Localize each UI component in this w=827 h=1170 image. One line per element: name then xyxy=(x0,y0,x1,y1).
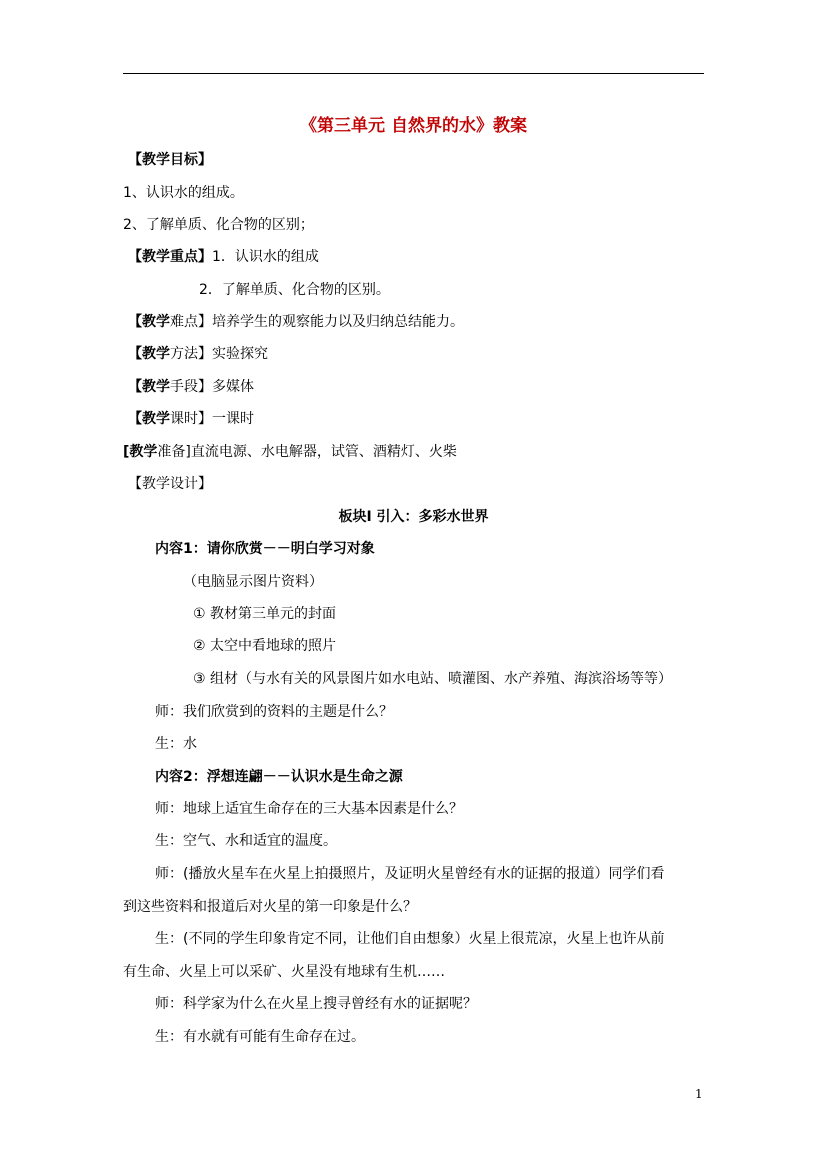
content-1-item: ③ 组材（与水有关的风景图片如水电站、喷灌图、水产养殖、海滨浴场等等） xyxy=(193,671,672,687)
dialog-line: 有生命、火星上可以采矿、火星没有地球有生机…… xyxy=(123,964,445,980)
method-row xyxy=(128,344,268,364)
block-title: 板块Ⅰ 引入：多彩水世界 xyxy=(338,509,489,525)
difficulty-text: 培养学生的观察能力以及归纳总结能力。 xyxy=(212,314,464,330)
dialog-line: 到这些资料和报道后对火星的第一印象是什么？ xyxy=(123,899,417,915)
design-heading: 【教学设计】 xyxy=(128,476,212,492)
preparation-label-bold: [教学 xyxy=(123,444,158,460)
objective-2: 2、了解单质、化合物的区别； xyxy=(123,217,314,233)
difficulty-row xyxy=(128,312,464,332)
hours-label-rest: 课时】 xyxy=(170,411,212,427)
dialog-line: 生：空气、水和适宜的温度。 xyxy=(155,833,337,849)
dialog-line: 师：科学家为什么在火星上搜寻曾经有水的证据呢？ xyxy=(155,996,477,1012)
method-label-rest: 方法】 xyxy=(170,346,212,362)
hours-text: 一课时 xyxy=(212,411,254,427)
dialog-line: 生：(不同的学生印象肯定不同，让他们自由想象）火星上很荒凉，火星上也许从前 xyxy=(155,931,665,947)
content-2-heading: 内容2：浮想连翩－－认识水是生命之源 xyxy=(155,769,403,785)
preparation-row xyxy=(123,442,457,462)
means-text: 多媒体 xyxy=(212,379,254,395)
page-number: 1 xyxy=(695,1087,703,1101)
objective-1: 1、认识水的组成。 xyxy=(123,185,244,201)
means-label-bold: 【教学 xyxy=(128,379,170,395)
method-text: 实验探究 xyxy=(212,346,268,362)
difficulty-label-bold: 【教学 xyxy=(128,314,170,330)
hours-row xyxy=(128,409,254,429)
dialog-line: 生：有水就有可能有生命存在过。 xyxy=(155,1029,365,1045)
dialog-line: 师：(播放火星车在火星上拍摄照片，及证明火星曾经有水的证据的报道）同学们看 xyxy=(155,866,665,882)
key-points-row xyxy=(128,247,319,267)
preparation-text: 直流电源、水电解器，试管、酒精灯、火柴 xyxy=(190,444,457,460)
content-1-item: ① 教材第三单元的封面 xyxy=(193,606,337,622)
dialog-line: 师：我们欣赏到的资料的主题是什么？ xyxy=(155,704,393,720)
content-1-heading: 内容1：请你欣赏－－明白学习对象 xyxy=(155,541,375,557)
content-1-note: （电脑显示图片资料） xyxy=(183,574,323,590)
method-label-bold: 【教学 xyxy=(128,346,170,362)
header-rule xyxy=(123,73,704,74)
page-title: 《第三单元 自然界的水》教案 xyxy=(300,116,527,136)
objectives-heading: 【教学目标】 xyxy=(128,152,212,168)
dialog-line: 师：地球上适宜生命存在的三大基本因素是什么？ xyxy=(155,801,463,817)
key-point-1: 1．认识水的组成 xyxy=(212,249,319,265)
means-row xyxy=(128,377,254,397)
dialog-line: 生：水 xyxy=(155,736,197,752)
preparation-label-rest: 准备] xyxy=(157,444,191,460)
content-1-item: ② 太空中看地球的照片 xyxy=(193,638,337,654)
key-point-2: 2．了解单质、化合物的区别。 xyxy=(199,282,390,298)
hours-label-bold: 【教学 xyxy=(128,411,170,427)
key-points-label: 【教学重点】 xyxy=(128,249,212,265)
means-label-rest: 手段】 xyxy=(170,379,212,395)
difficulty-label-rest: 难点】 xyxy=(170,314,212,330)
